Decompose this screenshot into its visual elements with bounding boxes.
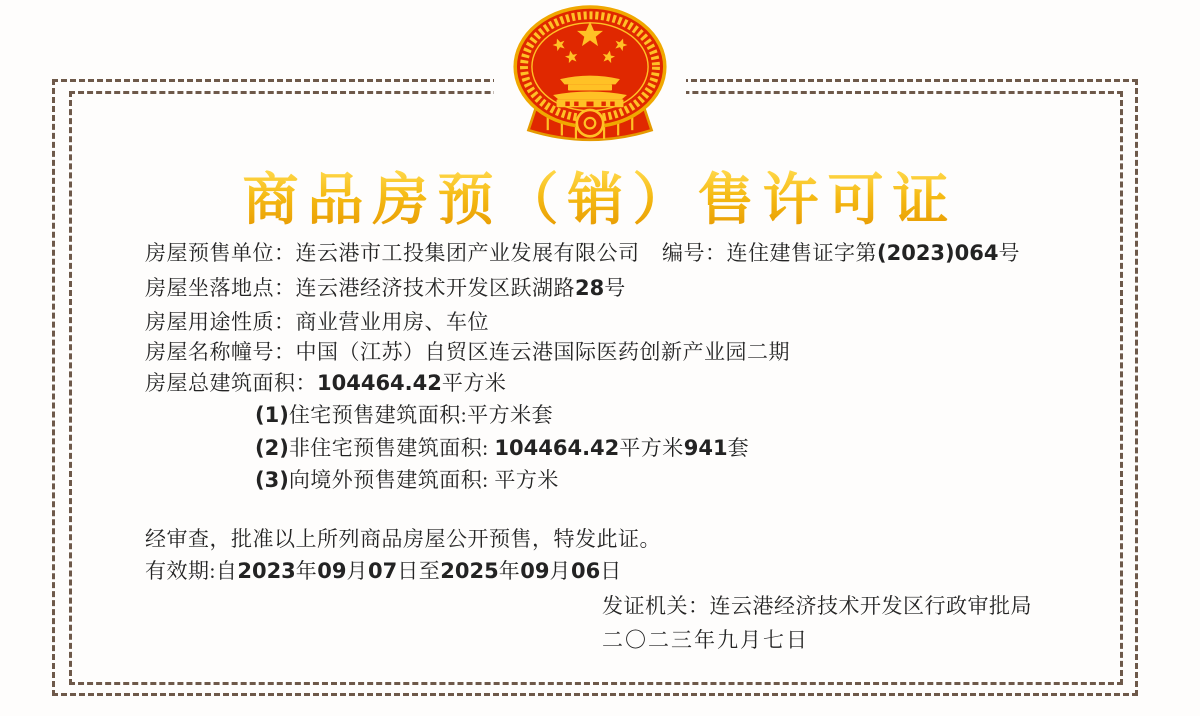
field-overseas-presale: (3)向境外预售建筑面积: 平方米 (255, 468, 559, 492)
field-total-floor-area: 房屋总建筑面积：104464.42平方米 (145, 371, 507, 395)
emblem-container (494, 4, 686, 162)
certificate-title (0, 156, 1200, 236)
approval-statement: 经审查，批准以上所列商品房屋公开预售，特发此证。 (145, 527, 661, 551)
field-presale-unit: 房屋预售单位：连云港市工投集团产业发展有限公司 (145, 241, 640, 265)
national-emblem-icon (502, 4, 678, 156)
field-building-name: 房屋名称幢号：中国（江苏）自贸区连云港国际医药创新产业园二期 (145, 340, 790, 364)
validity-period: 有效期:自2023年09月07日至2025年09月06日 (145, 559, 622, 583)
issue-date: 二〇二三年九月七日 (602, 628, 809, 652)
field-non-residential-presale: (2)非住宅预售建筑面积: 104464.42平方米941套 (255, 436, 750, 460)
field-residential-presale: (1)住宅预售建筑面积:平方米套 (255, 403, 554, 427)
issuing-authority: 发证机关：连云港经济技术开发区行政审批局 (602, 594, 1032, 618)
field-serial-number: 编号：连住建售证字第(2023)064号 (662, 241, 1020, 265)
certificate-title-text: 商品房预（销）售许可证 (242, 167, 958, 233)
field-location: 房屋坐落地点：连云港经济技术开发区跃湖路28号 (145, 276, 626, 300)
field-usage-nature: 房屋用途性质：商业营业用房、车位 (145, 310, 489, 334)
